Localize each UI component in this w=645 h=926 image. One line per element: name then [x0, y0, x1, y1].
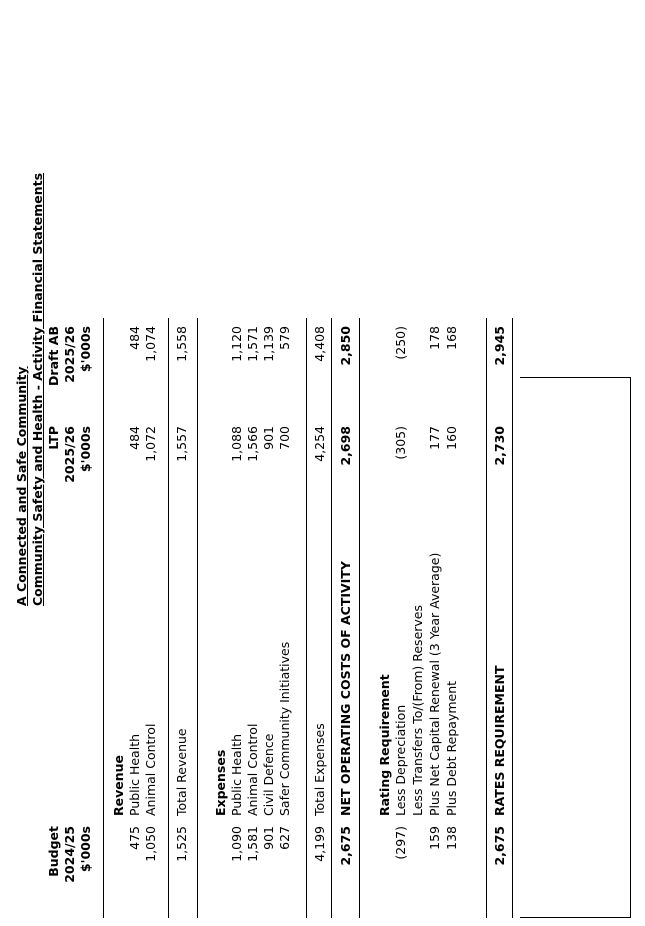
box-left-edge	[520, 917, 630, 918]
revenue-heading-row: Revenue	[111, 754, 126, 816]
header-budget: Budget 2024/25 $'000s	[46, 826, 93, 883]
revenue-total-top-rule	[168, 318, 169, 918]
expenses-total-bottom-rule	[331, 318, 332, 918]
table-row: 1,581 Animal Control 1,566 1,571	[245, 326, 260, 862]
table-row: 475 Public Health 484 484	[127, 326, 142, 850]
header-divider	[103, 318, 104, 918]
expenses-total-top-rule	[306, 318, 307, 918]
table-row: 901 Civil Defence 901 1,139	[261, 326, 276, 850]
net-operating-row: 2,675 NET OPERATING COSTS OF ACTIVITY 2,698 2,850	[338, 326, 353, 866]
expenses-heading-row: Expenses	[213, 749, 228, 816]
table-row: 138 Plus Debt Repayment 160 168	[444, 326, 459, 850]
table-row: 1,050 Animal Control 1,072 1,074	[143, 326, 158, 862]
table-row: 1,090 Public Health 1,088 1,120	[229, 326, 244, 862]
rates-bottom-rule	[512, 318, 513, 918]
table-row: (297) Less Depreciation (305) (250)	[393, 326, 408, 860]
revenue-total-bottom-rule	[197, 318, 198, 918]
header-ltp: LTP 2025/26 $'000s	[46, 426, 93, 483]
statement-subtitle: Community Safety and Health - Activity Financial Statements	[30, 172, 45, 606]
table-row: 159 Plus Net Capital Renewal (3 Year Average) 177 178	[427, 326, 442, 850]
rates-requirement-row: 2,675 RATES REQUIREMENT 2,730 2,945	[492, 326, 507, 866]
rating-heading-row: Rating Requirement	[377, 674, 392, 816]
table-row: Less Transfers To/(From) Reserves	[410, 604, 425, 816]
box-bottom-edge	[630, 377, 631, 918]
table-row: 627 Safer Community Initiatives 700 579	[277, 326, 292, 850]
total-revenue-row: 1,525 Total Revenue 1,557 1,558	[174, 326, 189, 862]
box-right-edge	[520, 377, 630, 378]
statement-title: A Connected and Safe Community	[14, 366, 29, 606]
total-expenses-row: 4,199 Total Expenses 4,254 4,408	[312, 326, 327, 862]
rates-top-rule	[486, 318, 487, 918]
header-draft: Draft AB 2025/26 $'000s	[46, 326, 93, 386]
net-bottom-rule	[359, 318, 360, 918]
